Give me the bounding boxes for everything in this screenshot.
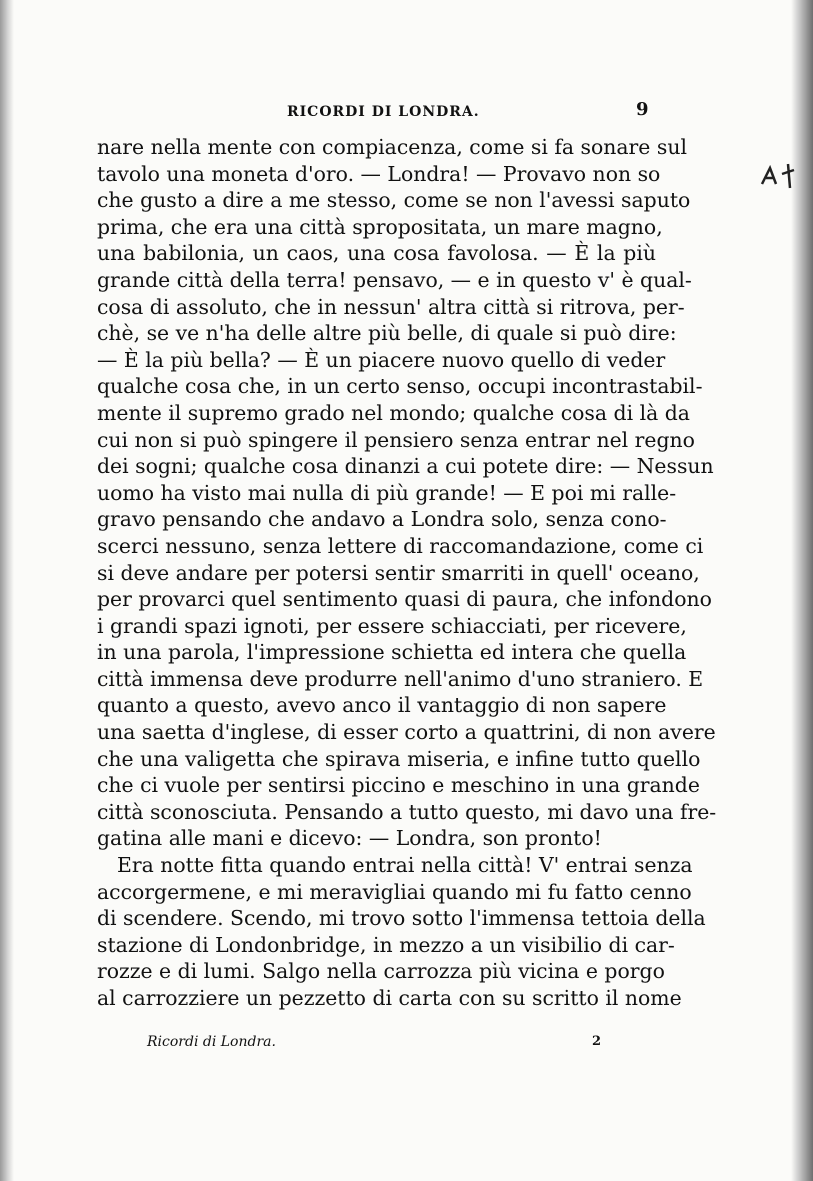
text-line: gatina alle mani e dicevo: — Londra, son pronto! bbox=[97, 826, 602, 851]
text-line: una saetta d'inglese, di esser corto a quattrini, di non avere bbox=[97, 720, 716, 745]
text-line: che ci vuole per sentirsi piccino e meschino in una grande bbox=[97, 773, 700, 798]
text-line: in una parola, l'impressione schietta ed intera che quella bbox=[97, 640, 687, 665]
text-line: quanto a questo, avevo anco il vantaggio di non sapere bbox=[97, 693, 667, 718]
text-line: prima, che era una città spropositata, un mare magno, bbox=[97, 214, 663, 239]
signature-mark: 2 bbox=[592, 1034, 602, 1049]
text-line: al carrozziere un pezzetto di carta con su scritto il nome bbox=[97, 986, 682, 1010]
margin-ink-mark bbox=[760, 160, 804, 190]
text-line: di scendere. Scendo, mi trovo sotto l'immensa tettoia della bbox=[97, 906, 706, 931]
text-line: stazione di Londonbridge, in mezzo a un visibilio di car- bbox=[97, 932, 675, 957]
text-line: nare nella mente con compiacenza, come si fa sonare sul bbox=[97, 135, 687, 159]
text-line: per provarci quel sentimento quasi di paura, che infondono bbox=[97, 587, 712, 612]
footer-book-title: Ricordi di Londra. bbox=[147, 1034, 276, 1050]
text-line: uomo ha visto mai nulla di più grande! — E poi mi ralle- bbox=[97, 480, 677, 505]
text-line: città sconosciuta. Pensando a tutto questo, mi davo una fre- bbox=[97, 799, 717, 824]
text-line: cosa di assoluto, che in nessun' altra città si ritrova, per- bbox=[97, 294, 685, 319]
text-line: grande città della terra! pensavo, — e in questo v' è qual- bbox=[97, 267, 692, 292]
text-line: chè, se ve n'ha delle altre più belle, di quale si può dire: bbox=[97, 321, 677, 346]
text-line: cui non si può spingere il pensiero senza entrar nel regno bbox=[97, 427, 695, 452]
text-line: accorgermene, e mi meravigliai quando mi fu fatto cenno bbox=[97, 879, 692, 904]
text-line: una babilonia, un caos, una cosa favolosa. — È la più bbox=[97, 241, 656, 266]
text-line: rozze e di lumi. Salgo nella carrozza più vicina e porgo bbox=[97, 959, 665, 984]
text-line: che una valigetta che spirava miseria, e infine tutto quello bbox=[97, 746, 701, 771]
text-line: città immensa deve produrre nell'animo d'uno straniero. E bbox=[97, 666, 704, 691]
text-line: dei sogni; qualche cosa dinanzi a cui potete dire: — Nessun bbox=[97, 454, 714, 479]
text-line: gravo pensando che andavo a Londra solo, senza cono- bbox=[97, 507, 667, 532]
text-line: qualche cosa che, in un certo senso, occupi incontrastabil- bbox=[97, 374, 703, 399]
text-line: si deve andare per potersi sentir smarriti in quell' oceano, bbox=[97, 560, 700, 585]
page-left-edge-shadow bbox=[0, 0, 14, 1181]
text-line: mente il supremo grado nel mondo; qualche cosa di là da bbox=[97, 400, 690, 425]
text-line: Era notte fitta quando entrai nella città! V' entrai senza bbox=[117, 853, 693, 878]
text-line: — È la più bella? — È un piacere nuovo quello di veder bbox=[97, 347, 666, 372]
text-line: tavolo una moneta d'oro. — Londra! — Provavo non so bbox=[97, 161, 661, 186]
text-line: che gusto a dire a me stesso, come se non l'avessi saputo bbox=[97, 188, 691, 213]
page-number: 9 bbox=[636, 99, 649, 120]
text-line: scerci nessuno, senza lettere di raccomandazione, come ci bbox=[97, 533, 704, 558]
running-title: RICORDI DI LONDRA. bbox=[287, 104, 480, 120]
text-line: i grandi spazi ignoti, per essere schiacciati, per ricevere, bbox=[97, 613, 687, 638]
body-text bbox=[97, 134, 717, 1012]
